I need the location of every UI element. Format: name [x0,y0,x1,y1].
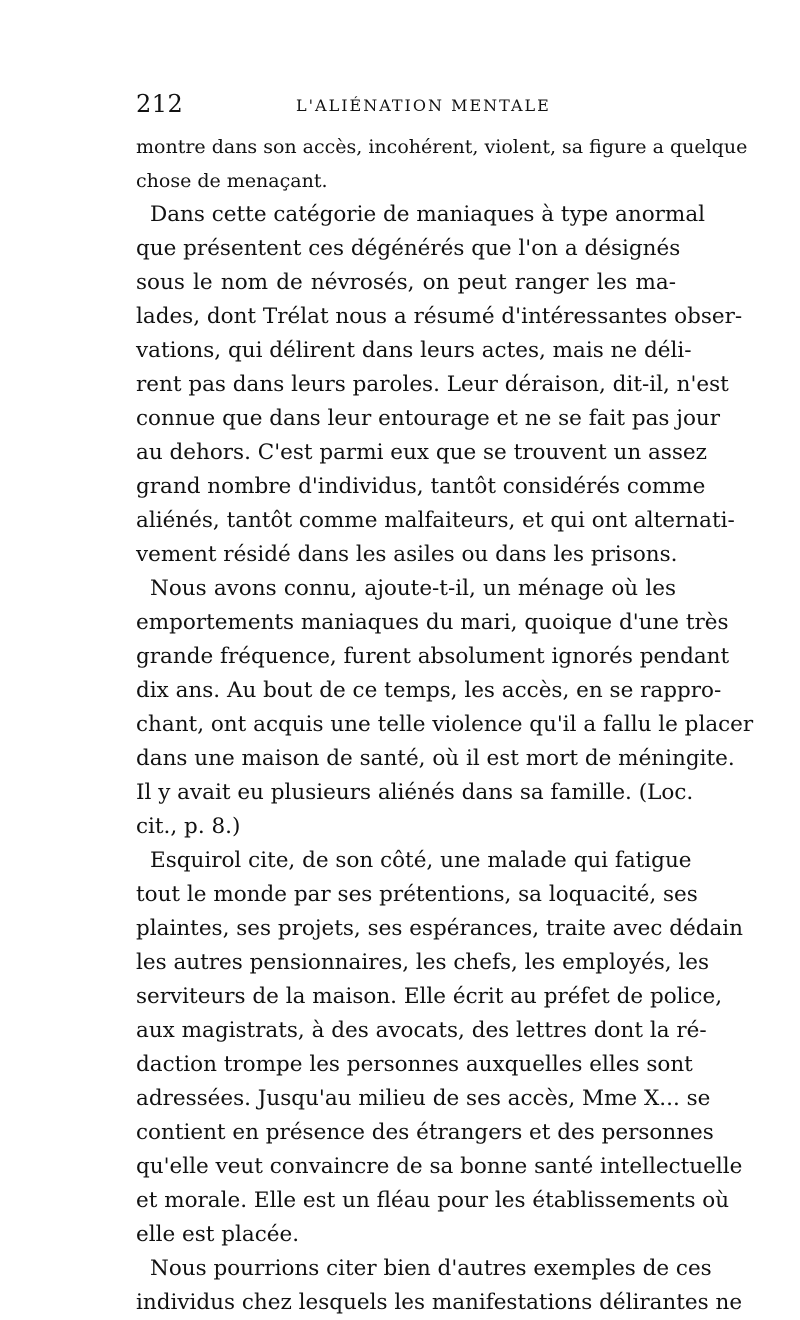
body-text [136,130,754,1320]
text-line: rent pas dans leurs paroles. Leur déraison, dit-il, n'est [136,372,729,397]
text-line: aux magistrats, à des avocats, des lettres dont la ré- [136,1018,707,1043]
text-line: aliénés, tantôt comme malfaiteurs, et qui ont alternati- [136,508,735,533]
text-line: dix ans. Au bout de ce temps, les accès, en se rappro- [136,678,722,703]
text-line: grand nombre d'individus, tantôt considérés comme [136,474,706,499]
text-line: montre dans son accès, incohérent, violent, sa figure a quelque [136,136,748,158]
text-line: Dans cette catégorie de maniaques à type anormal [150,202,706,227]
text-line: que présentent ces dégénérés que l'on a désignés [136,236,681,261]
text-line: sous le nom de névrosés, on peut ranger les ma- [136,270,676,295]
text-line: serviteurs de la maison. Elle écrit au préfet de police, [136,984,723,1009]
text-line: et morale. Elle est un fléau pour les établissements où [136,1188,730,1213]
text-line: cit., p. 8.) [136,814,241,839]
text-line: les autres pensionnaires, les chefs, les employés, les [136,950,710,975]
page-header [136,90,676,124]
text-line: elle est placée. [136,1222,300,1247]
text-line: emportements maniaques du mari, quoique d'une très [136,610,729,635]
text-line: lades, dont Trélat nous a résumé d'intéressantes obser- [136,304,743,329]
text-line: grande fréquence, furent absolument ignorés pendant [136,644,730,669]
text-line: Nous pourrions citer bien d'autres exemples de ces [150,1256,712,1281]
running-title: L'ALIÉNATION MENTALE [296,96,551,115]
text-line: Nous avons connu, ajoute-t-il, un ménage où les [150,576,676,601]
text-line: Il y avait eu plusieurs aliénés dans sa famille. (Loc. [136,780,694,805]
text-line: au dehors. C'est parmi eux que se trouvent un assez [136,440,707,465]
text-line: Esquirol cite, de son côté, une malade qui fatigue [150,848,692,873]
text-line: adressées. Jusqu'au milieu de ses accès, Mme X... se [136,1086,711,1111]
text-line: individus chez lesquels les manifestations délirantes ne [136,1290,743,1315]
text-line: vement résidé dans les asiles ou dans les prisons. [136,542,678,567]
text-line: chose de menaçant. [136,170,328,192]
text-line: plaintes, ses projets, ses espérances, traite avec dédain [136,916,744,941]
text-line: chant, ont acquis une telle violence qu'il a fallu le placer [136,712,754,737]
text-line: qu'elle veut convaincre de sa bonne santé intellectuelle [136,1154,743,1179]
text-line: vations, qui délirent dans leurs actes, mais ne déli- [136,338,692,363]
text-line: tout le monde par ses prétentions, sa loquacité, ses [136,882,698,907]
text-line: daction trompe les personnes auxquelles elles sont [136,1052,693,1077]
text-line: connue que dans leur entourage et ne se fait pas jour [136,406,721,431]
text-line: contient en présence des étrangers et des personnes [136,1120,714,1145]
page-number: 212 [136,90,184,118]
text-line: dans une maison de santé, où il est mort de méningite. [136,746,735,771]
